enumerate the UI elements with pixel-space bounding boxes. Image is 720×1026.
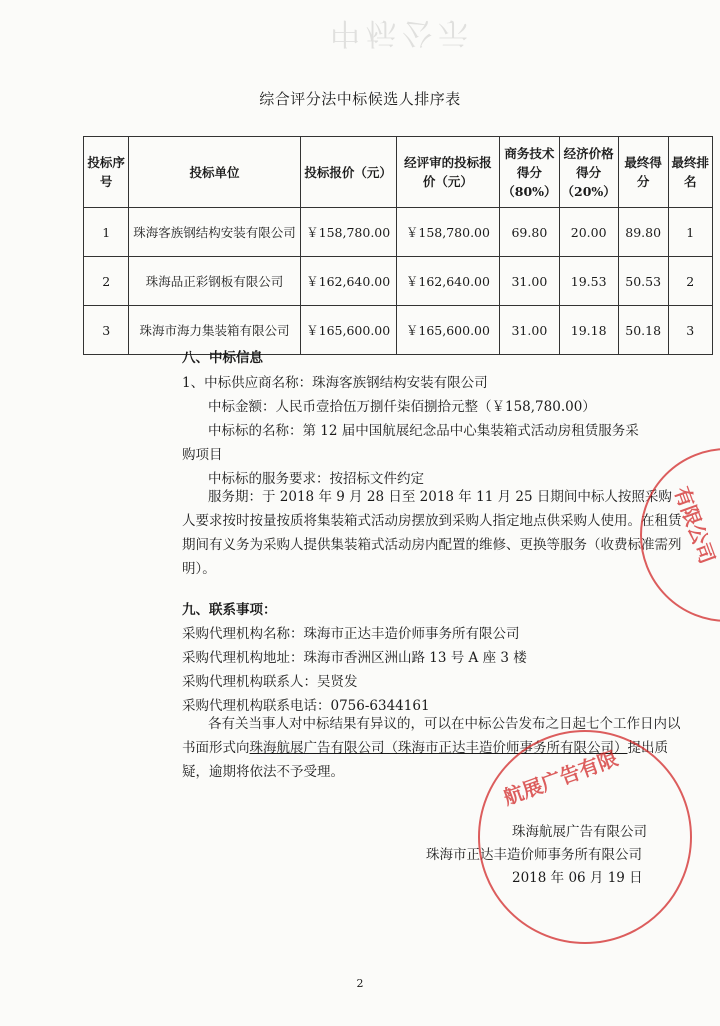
objection-text-end: 提出质疑，逾期将依法不予受理。 [182,740,668,780]
header-cell: 经评审的投标报价（元） [396,137,500,208]
table-header-row [84,137,713,208]
header-cell: 最终得分 [618,137,668,208]
header-cell: 投标单位 [129,137,300,208]
signature-org1: 珠海航展广告有限公司 [512,824,647,840]
objection-text: 各有关当事人对中标结果有异议的，可以在中标公告发布之日起七个工作日内以书面形式向 [182,716,681,756]
table-cell: 珠海品正彩钢板有限公司 [129,257,300,306]
header-cell: 商务技术得分（80%） [500,137,559,208]
page-title: 综合评分法中标候选人排序表 [259,90,461,108]
award-amount: 中标金额：人民币壹拾伍万捌仟柒佰捌拾元整（￥158,780.00） [208,399,596,415]
page-number: 2 [356,977,364,990]
service-requirement: 中标标的服务要求：按招标文件约定 [208,471,424,487]
table-cell: ￥165,600.00 [300,306,396,355]
section9-heading: 九、联系事项： [182,602,277,618]
table-cell: 89.80 [618,208,668,257]
table-cell: 19.18 [559,306,618,355]
table-cell: ￥158,780.00 [396,208,500,257]
table-row [84,208,713,257]
table-cell: 1 [668,208,712,257]
table-cell: 3 [668,306,712,355]
seal-text: 有限公司 [669,483,720,567]
section8-heading: 八、中标信息 [182,350,263,366]
table-cell: 2 [668,257,712,306]
table-cell: 31.00 [500,306,559,355]
table-cell: 69.80 [500,208,559,257]
company-seal-signature [478,730,692,944]
table-cell: 20.00 [559,208,618,257]
signature-date: 2018 年 06 月 19 日 [512,870,643,886]
company-seal-right [640,448,720,622]
table-cell: 31.00 [500,257,559,306]
ranking-table [83,136,713,355]
objection-recipient: 珠海航展广告有限公司（珠海市正达丰造价师事务所有限公司） [249,740,628,756]
header-cell: 经济价格得分（20%） [559,137,618,208]
agency-name: 采购代理机构名称：珠海市正达丰造价师事务所有限公司 [182,626,520,642]
bleed-through-text: 中标公示 [330,15,474,50]
table-cell: ￥165,600.00 [396,306,500,355]
table-cell: 50.53 [618,257,668,306]
table-cell: 珠海市海力集装箱有限公司 [129,306,300,355]
signature-org2: 珠海市正达丰造价师事务所有限公司 [426,847,642,863]
table-row [84,306,713,355]
agency-address: 采购代理机构地址：珠海市香洲区洲山路 13 号 A 座 3 楼 [182,650,527,666]
award-subject-name-cont: 购项目 [182,447,223,463]
table-cell: ￥158,780.00 [300,208,396,257]
agency-contact: 采购代理机构联系人：吴贤发 [182,674,358,690]
award-subject-name: 中标标的名称：第 12 届中国航展纪念品中心集装箱式活动房租赁服务采 [208,423,639,439]
header-cell: 投标报价（元） [300,137,396,208]
header-cell: 投标序号 [84,137,129,208]
table-row [84,257,713,306]
service-period: 服务期：于 2018 年 9 月 28 日至 2018 年 11 月 25 日期间中标人按照采购人要求按时按量按质将集装箱式活动房摆放到采购人指定地点供采购人使用。在租赁期间有义务为采购人提供集装箱式活动房内配置的维修、更换等服务（收费标准需列明）。 [182,489,682,577]
table-cell: 19.53 [559,257,618,306]
winning-supplier: 1、中标供应商名称：珠海客族钢结构安装有限公司 [182,375,488,391]
table-cell: 1 [84,208,129,257]
table-cell: ￥162,640.00 [396,257,500,306]
header-cell: 最终排名 [668,137,712,208]
table-cell: 2 [84,257,129,306]
table-cell: 珠海客族钢结构安装有限公司 [129,208,300,257]
table-cell: 50.18 [618,306,668,355]
table-cell: 3 [84,306,129,355]
agency-phone: 采购代理机构联系电话：0756-6344161 [182,698,430,714]
table-cell: ￥162,640.00 [300,257,396,306]
seal-text: 航展广告有限 [500,746,621,810]
